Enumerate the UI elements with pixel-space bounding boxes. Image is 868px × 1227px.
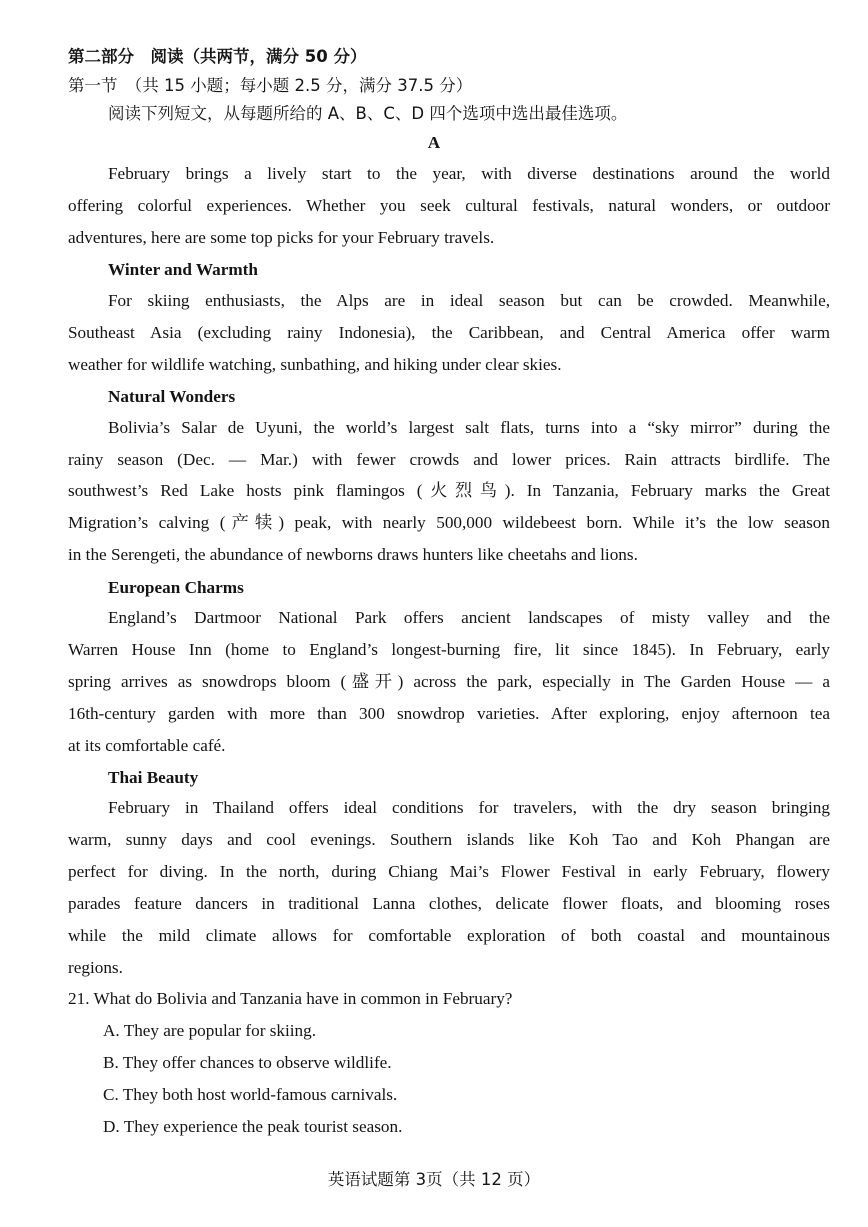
paragraph-line: Migration’s calving (产犊) peak, with nearly 500,000 wildebeest born. While it’s the low season	[68, 513, 830, 532]
answer-option-c: C. They both host world-famous carnivals.	[103, 1085, 398, 1104]
section-heading: Thai Beauty	[108, 768, 199, 787]
paragraph-line: England’s Dartmoor National Park offers ancient landscapes of misty valley and the	[108, 608, 830, 627]
part-title: 第二部分 阅读（共两节，满分 50 分）	[68, 47, 367, 66]
answer-option-d: D. They experience the peak tourist season.	[103, 1117, 403, 1136]
paragraph-line: perfect for diving. In the north, during Chiang Mai’s Flower Festival in early February, flowery	[68, 862, 830, 881]
paragraph-line: in the Serengeti, the abundance of newborns draws hunters like cheetahs and lions.	[68, 545, 638, 564]
intro-line: adventures, here are some top picks for your February travels.	[68, 228, 495, 247]
paragraph-line: Bolivia’s Salar de Uyuni, the world’s largest salt flats, turns into a “sky mirror” during the	[108, 418, 830, 437]
paragraph-line: spring arrives as snowdrops bloom (盛开) across the park, especially in The Garden House — a	[68, 672, 830, 691]
intro-line: February brings a lively start to the year, with diverse destinations around the world	[108, 164, 830, 183]
paragraph-line: February in Thailand offers ideal conditions for travelers, with the dry season bringing	[108, 798, 830, 817]
paragraph-line: Southeast Asia (excluding rainy Indonesia), the Caribbean, and Central America offer warm	[68, 323, 830, 342]
paragraph-line: 16th-century garden with more than 300 snowdrop varieties. After exploring, enjoy afternoon tea	[68, 704, 830, 723]
instruction-text: 阅读下列短文，从每题所给的 A、B、C、D 四个选项中选出最佳选项。	[108, 104, 628, 123]
answer-option-a: A. They are popular for skiing.	[103, 1021, 317, 1040]
paragraph-line: warm, sunny days and cool evenings. Southern islands like Koh Tao and Koh Phangan are	[68, 830, 830, 849]
section-heading: European Charms	[108, 578, 244, 597]
paragraph-line: rainy season (Dec. — Mar.) with fewer crowds and lower prices. Rain attracts birdlife. The	[68, 450, 830, 469]
paragraph-line: parades feature dancers in traditional Lanna clothes, delicate flower floats, and blooming roses	[68, 894, 830, 913]
paragraph-line: For skiing enthusiasts, the Alps are in ideal season but can be crowded. Meanwhile,	[108, 291, 830, 310]
section-heading: Natural Wonders	[108, 387, 236, 406]
paragraph-line: southwest’s Red Lake hosts pink flamingos (火烈鸟). In Tanzania, February marks the Great	[68, 481, 830, 500]
section-title: 第一节 （共 15 小题；每小题 2.5 分，满分 37.5 分）	[68, 76, 473, 95]
paragraph-line: while the mild climate allows for comfortable exploration of both coastal and mountainous	[68, 926, 830, 945]
question-stem: 21. What do Bolivia and Tanzania have in common in February?	[68, 989, 513, 1008]
intro-line: offering colorful experiences. Whether you seek cultural festivals, natural wonders, or outdoor	[68, 196, 830, 215]
paragraph-line: weather for wildlife watching, sunbathing, and hiking under clear skies.	[68, 355, 562, 374]
answer-option-b: B. They offer chances to observe wildlife.	[103, 1053, 392, 1072]
paragraph-line: regions.	[68, 958, 123, 977]
paragraph-line: at its comfortable café.	[68, 736, 226, 755]
page-footer: 英语试题第 3页（共 12 页）	[327, 1170, 541, 1189]
section-heading: Winter and Warmth	[108, 260, 258, 279]
passage-label: A	[427, 133, 441, 152]
paragraph-line: Warren House Inn (home to England’s longest-burning fire, lit since 1845). In February, early	[68, 640, 830, 659]
